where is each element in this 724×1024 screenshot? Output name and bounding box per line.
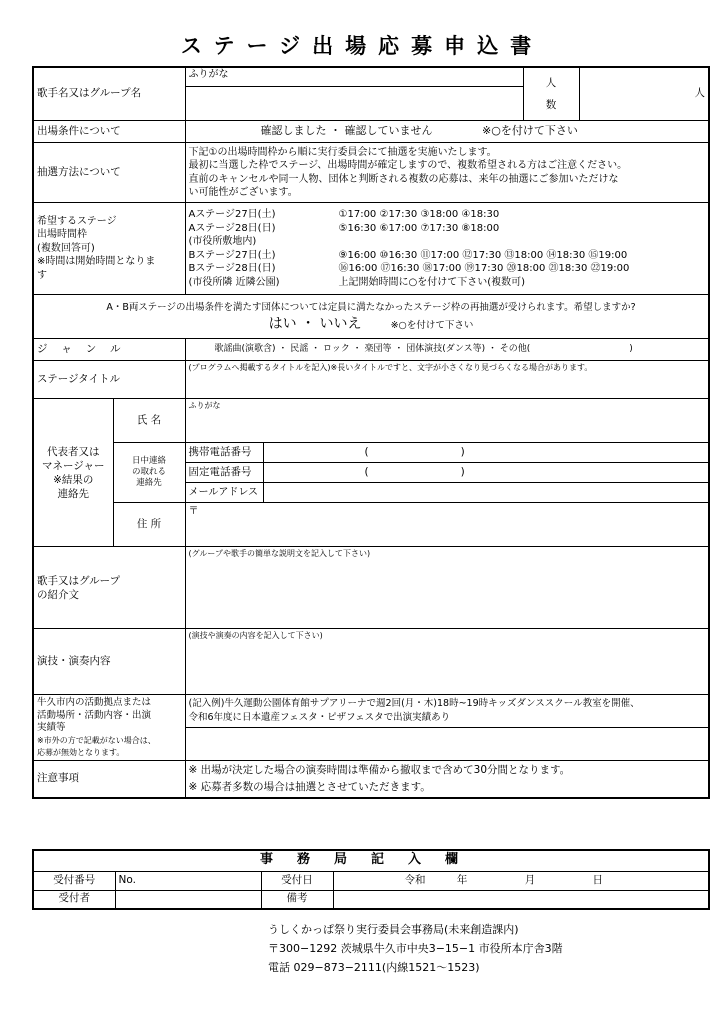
stage-title-row	[33, 361, 709, 399]
rep-furigana: ふりがな	[188, 401, 221, 410]
notes-content: ※ 出場が決定した場合の演奏時間は準備から撤収まで含めて30分間となります。 ※ 応募者多数の場合は抽選とさせていただきます。	[185, 760, 709, 798]
conditions-row	[33, 121, 709, 143]
stage-slot-row: (市役所隣 近隣公園) 上記開始時間に○を付けて下さい(複数可)	[188, 276, 526, 288]
conditions-label: 出場条件について	[33, 121, 185, 143]
address-label: 住 所	[113, 503, 185, 547]
daytime-contact-label: 日中連絡 の取れる 連絡先	[113, 443, 185, 503]
address-field[interactable]	[185, 503, 709, 547]
lottery-description: 下記①の出場時間枠から順に実行委員会にて抽選を実施いたします。 最初に当選した枠でステージ、出場時間が確定しますので、複数希望される方はご注意ください。 直前のキャンセルや同一人物、団体と判断される複数の応募は、来年の抽選にご参加いただけな い可能性がございます。	[185, 143, 709, 203]
performance-hint: (演技や演奏の内容を記入して下さい)	[188, 631, 323, 640]
stage-slot-row[interactable]: Aステージ28日(日) ⑤16:30 ⑥17:00 ⑦17:30 ⑧18:00	[188, 222, 500, 234]
relottery-cell[interactable]	[33, 295, 709, 339]
office-header: 事務局記入欄	[33, 850, 709, 871]
genre-label: ジャンル	[33, 339, 185, 361]
receiver-label: 受付者	[33, 890, 115, 909]
mobile-field[interactable]: ( )	[263, 443, 709, 463]
stage-label: 希望するステージ 出場時間枠 (複数回答可) ※時間は開始時間となりま す	[33, 203, 185, 295]
member-count-unit: 人	[694, 87, 706, 100]
artist-label: 歌手名又はグループ名	[33, 67, 185, 121]
stage-slot-row[interactable]: Bステージ28日(日) ⑯16:00 ⑰16:30 ⑱17:00 ⑲17:30 ⑳18:00 ㉑18:30 ㉒19:00	[188, 263, 630, 274]
stage-title-hint: (プログラムへ掲載するタイトルを記入)※長いタイトルですと、文字が小さくなり見づらくなる場合があります。	[188, 363, 593, 372]
relottery-row	[33, 295, 709, 339]
page-title: ステージ出場応募申込書	[180, 34, 544, 58]
stage-title-label: ステージタイトル	[33, 361, 185, 399]
performance-row	[33, 629, 709, 695]
artist-furigana: ふりがな	[186, 68, 523, 87]
lottery-row	[33, 143, 709, 203]
stage-time-slots[interactable]	[185, 203, 709, 295]
artist-row	[33, 67, 709, 121]
genre-row	[33, 339, 709, 361]
lottery-label: 抽選方法について	[33, 143, 185, 203]
relottery-note: ※○を付けて下さい	[390, 319, 474, 331]
receipt-date-field[interactable]: 令和 年 月 日	[333, 871, 709, 890]
application-form	[32, 66, 710, 799]
relottery-options[interactable]: はい ・ いいえ	[268, 315, 362, 332]
stage-slot-row: (市役所敷地内)	[188, 236, 257, 247]
email-label: メールアドレス	[185, 483, 263, 503]
activity-row	[33, 695, 709, 728]
activity-example: (記入例)牛久運動公園体育館サプアリーナで週2回(月・木)18時~19時キッズダンススクール教室を開催、 令和6年度に日本遺産フェスタ・ピザフェスタで出演実績あり	[185, 695, 709, 728]
member-count-label: 人 数	[523, 67, 579, 121]
stage-slot-row[interactable]: Bステージ27日(土) ⑨16:00 ⑩16:30 ⑪17:00 ⑫17:30 ⑬18:00 ⑭18:30 ⑮19:00	[188, 249, 628, 261]
rep-name-row	[33, 399, 709, 443]
relottery-question: A・B両ステージの出場条件を満たす団体については定員に満たなかったステージ枠の再抽選が受けられます。希望しますか?	[106, 301, 636, 313]
stage-row	[33, 203, 709, 295]
receipt-no-label: 受付番号	[33, 871, 115, 890]
footer-phone: 電話 029−873−2111(内線1521〜1523)	[268, 961, 480, 974]
rep-name-field[interactable]	[185, 399, 709, 443]
conditions-note: ※○を付けて下さい	[482, 124, 578, 138]
rep-label: 代表者又は マネージャー ※結果の 連絡先	[33, 399, 113, 547]
receipt-no-field[interactable]	[115, 871, 261, 890]
intro-label: 歌手又はグループ の紹介文	[33, 547, 185, 629]
remarks-field[interactable]	[333, 890, 709, 909]
office-use-table	[32, 849, 710, 910]
postal-mark: 〒	[188, 506, 199, 517]
genre-options[interactable]: 歌謡曲(演歌含) ・ 民謡 ・ ロック ・ 楽団等 ・ 団体演技(ダンス等) ・ その他(	[214, 343, 531, 354]
activity-field[interactable]	[185, 727, 709, 760]
rep-name-label: 氏 名	[113, 399, 185, 443]
performance-label: 演技・演奏内容	[33, 629, 185, 695]
landline-field[interactable]: ( )	[263, 463, 709, 483]
landline-label: 固定電話番号	[185, 463, 263, 483]
activity-label: 牛久市内の活動拠点または 活動場所・活動内容・出演 実績等 ※市外の方で記載がない場合は、 応募が無効となります。	[33, 695, 185, 761]
performance-field[interactable]	[185, 629, 709, 695]
stage-slot-row[interactable]: Aステージ27日(土) ①17:00 ②17:30 ③18:00 ④18:30	[188, 209, 500, 220]
artist-name-field[interactable]	[186, 87, 523, 120]
genre-other-close: )	[629, 343, 633, 354]
intro-row	[33, 547, 709, 629]
notes-row	[33, 760, 709, 798]
mobile-label: 携帯電話番号	[185, 443, 263, 463]
intro-field[interactable]	[185, 547, 709, 629]
artist-name-cell[interactable]	[185, 67, 523, 121]
rep-mobile-row	[33, 443, 709, 463]
receipt-no-prefix: No.	[118, 873, 136, 886]
remarks-label: 備考	[261, 890, 333, 909]
genre-options-cell[interactable]	[185, 339, 709, 361]
footer	[268, 920, 563, 977]
footer-address: 〒300−1292 茨城県牛久市中央3−15−1 市役所本庁舎3階	[268, 942, 563, 955]
notes-label: 注意事項	[33, 760, 185, 798]
email-field[interactable]	[263, 483, 709, 503]
intro-hint: (グループや歌手の簡単な説明文を記入して下さい)	[188, 549, 371, 558]
member-count-field[interactable]	[579, 67, 709, 121]
receipt-date-label: 受付日	[261, 871, 333, 890]
footer-org: うしくかっぱ祭り実行委員会事務局(未来創造課内)	[268, 923, 519, 936]
conditions-options[interactable]: 確認しました ・ 確認していません	[260, 124, 433, 138]
receiver-field[interactable]	[115, 890, 261, 909]
conditions-choice[interactable]	[185, 121, 709, 143]
stage-title-field[interactable]	[185, 361, 709, 399]
rep-address-row	[33, 503, 709, 547]
